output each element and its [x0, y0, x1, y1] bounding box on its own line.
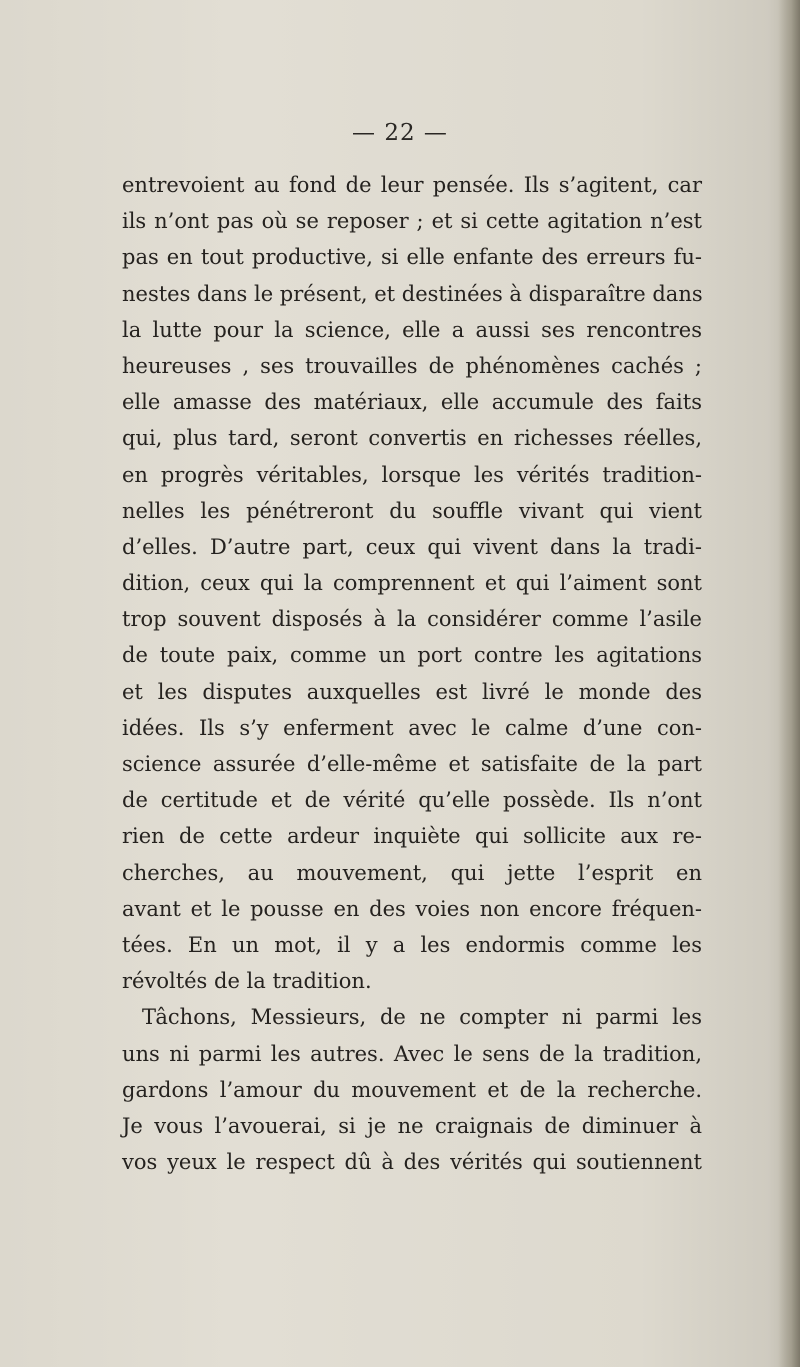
text-line: Je vous l’avouerai, si je ne craignais de diminuer à	[122, 1113, 702, 1138]
text-line: révoltés de la tradition.	[122, 969, 372, 994]
text-line: d’elles. D’autre part, ceux qui vivent dans la tradi-	[122, 534, 702, 559]
text-line: avant et le pousse en des voies non encore fréquen-	[122, 896, 702, 921]
text-line: heureuses , ses trouvailles de phénomènes cachés ;	[122, 353, 702, 378]
text-line: de certitude et de vérité qu’elle possède. Ils n’ont	[122, 788, 702, 813]
text-line: Tâchons, Messieurs, de ne compter ni parmi les	[142, 1005, 702, 1030]
text-line: cherches, au mouvement, qui jette l’esprit en	[122, 860, 702, 885]
text-line: tées. En un mot, il y a les endormis comme les	[122, 932, 702, 957]
text-line: science assurée d’elle-même et satisfaite de la part	[122, 752, 702, 776]
text-line: qui, plus tard, seront convertis en richesses réelles,	[122, 426, 702, 451]
text-line: la lutte pour la science, elle a aussi ses rencontres	[122, 317, 702, 342]
text-line: en progrès véritables, lorsque les vérités tradition-	[122, 462, 702, 487]
body-text	[122, 167, 702, 1180]
text-line: entrevoient au fond de leur pensée. Ils s’agitent, car	[122, 173, 702, 197]
text-line: rien de cette ardeur inquiète qui sollicite aux re-	[122, 824, 702, 849]
text-line: dition, ceux qui la comprennent et qui l’aiment sont	[122, 571, 702, 596]
text-line: elle amasse des matériaux, elle accumule des faits	[122, 390, 702, 415]
text-line: nestes dans le présent, et destinées à disparaître dans	[122, 281, 703, 306]
page-edge-shadow	[778, 0, 800, 1367]
text-line: et les disputes auxquelles est livré le monde des	[122, 679, 702, 704]
text-line: vos yeux le respect dû à des vérités qui soutiennent	[122, 1150, 702, 1175]
text-line: ils n’ont pas où se reposer ; et si cette agitation n’est	[122, 209, 702, 234]
text-line: nelles les pénétreront du souffle vivant qui vient	[122, 498, 702, 523]
text-line: idées. Ils s’y enferment avec le calme d’une con-	[122, 715, 702, 740]
text-line: pas en tout productive, si elle enfante des erreurs fu-	[122, 245, 702, 270]
text-line: de toute paix, comme un port contre les agitations	[122, 643, 702, 668]
text-line: uns ni parmi les autres. Avec le sens de la tradition,	[122, 1041, 702, 1066]
text-line: gardons l’amour du mouvement et de la recherche.	[122, 1077, 702, 1102]
text-line: trop souvent disposés à la considérer comme l’asile	[122, 607, 702, 632]
page-number: — 22 —	[352, 120, 448, 146]
